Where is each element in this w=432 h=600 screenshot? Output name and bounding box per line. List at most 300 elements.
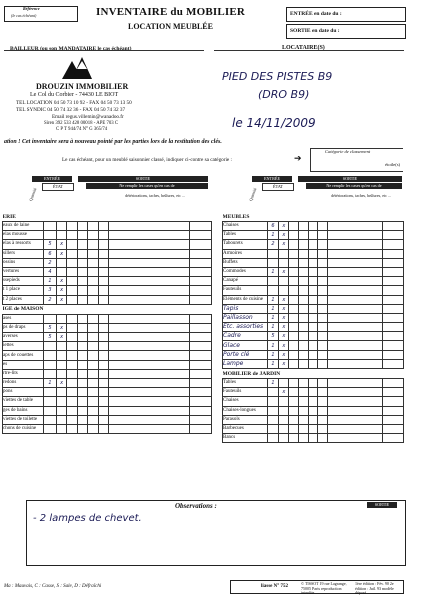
check-cell[interactable] (88, 342, 98, 351)
check-cell[interactable] (308, 332, 318, 341)
etat-cell[interactable]: x (56, 240, 66, 249)
check-cell[interactable] (88, 397, 98, 406)
etat-cell[interactable] (56, 397, 66, 406)
quantity-cell[interactable] (267, 249, 279, 258)
check-cell[interactable] (189, 231, 211, 240)
check-cell[interactable] (189, 342, 211, 351)
check-cell[interactable] (383, 341, 404, 350)
check-cell[interactable] (289, 295, 299, 304)
check-cell[interactable] (383, 415, 404, 424)
check-cell[interactable] (109, 240, 189, 249)
check-cell[interactable] (289, 434, 299, 443)
check-cell[interactable] (98, 222, 108, 231)
quantity-cell[interactable]: 1 (267, 295, 279, 304)
quantity-cell[interactable]: 1 (267, 304, 279, 313)
check-cell[interactable] (189, 222, 211, 231)
check-cell[interactable] (109, 286, 189, 295)
check-cell[interactable] (67, 323, 77, 332)
quantity-cell[interactable] (267, 397, 279, 406)
etat-cell[interactable] (279, 277, 289, 286)
check-cell[interactable] (77, 258, 87, 267)
check-cell[interactable] (318, 424, 328, 433)
check-cell[interactable] (88, 360, 98, 369)
check-cell[interactable] (77, 342, 87, 351)
check-cell[interactable] (88, 286, 98, 295)
check-cell[interactable] (189, 406, 211, 415)
check-cell[interactable] (298, 379, 308, 388)
etat-cell[interactable] (56, 360, 66, 369)
check-cell[interactable] (383, 332, 404, 341)
etat-cell[interactable] (56, 222, 66, 231)
check-cell[interactable] (98, 369, 108, 378)
check-cell[interactable] (383, 240, 404, 249)
classement-box[interactable] (310, 148, 403, 172)
check-cell[interactable] (67, 369, 77, 378)
check-cell[interactable] (318, 240, 328, 249)
check-cell[interactable] (109, 360, 189, 369)
check-cell[interactable] (189, 397, 211, 406)
check-cell[interactable] (318, 249, 328, 258)
check-cell[interactable] (77, 222, 87, 231)
check-cell[interactable] (298, 295, 308, 304)
check-cell[interactable] (289, 240, 299, 249)
check-cell[interactable] (308, 388, 318, 397)
quantity-cell[interactable]: 1 (267, 323, 279, 332)
etat-cell[interactable]: x (279, 323, 289, 332)
check-cell[interactable] (98, 379, 108, 388)
etat-cell[interactable]: x (56, 323, 66, 332)
quantity-cell[interactable] (44, 351, 57, 360)
check-cell[interactable] (189, 388, 211, 397)
check-cell[interactable] (318, 231, 328, 240)
check-cell[interactable] (77, 388, 87, 397)
etat-cell[interactable] (279, 397, 289, 406)
etat-cell[interactable] (56, 415, 66, 424)
check-cell[interactable] (189, 258, 211, 267)
etat-cell[interactable]: x (279, 295, 289, 304)
check-cell[interactable] (189, 424, 211, 433)
quantity-cell[interactable]: 4 (44, 267, 57, 276)
quantity-cell[interactable] (44, 388, 57, 397)
etat-cell[interactable] (56, 388, 66, 397)
check-cell[interactable] (318, 222, 328, 231)
quantity-cell[interactable]: 5 (44, 323, 57, 332)
check-cell[interactable] (77, 314, 87, 323)
check-cell[interactable] (109, 231, 189, 240)
etat-cell[interactable] (279, 286, 289, 295)
check-cell[interactable] (308, 231, 318, 240)
etat-cell[interactable] (56, 369, 66, 378)
check-cell[interactable] (98, 351, 108, 360)
check-cell[interactable] (289, 304, 299, 313)
check-cell[interactable] (328, 323, 383, 332)
etat-cell[interactable] (279, 379, 289, 388)
check-cell[interactable] (98, 360, 108, 369)
check-cell[interactable] (298, 323, 308, 332)
check-cell[interactable] (308, 295, 318, 304)
quantity-cell[interactable]: 1 (267, 359, 279, 368)
check-cell[interactable] (67, 415, 77, 424)
quantity-cell[interactable] (267, 406, 279, 415)
quantity-cell[interactable]: 5 (44, 240, 57, 249)
check-cell[interactable] (298, 388, 308, 397)
check-cell[interactable] (383, 222, 404, 231)
check-cell[interactable] (67, 397, 77, 406)
check-cell[interactable] (298, 415, 308, 424)
check-cell[interactable] (189, 415, 211, 424)
check-cell[interactable] (298, 313, 308, 322)
check-cell[interactable] (383, 424, 404, 433)
check-cell[interactable] (383, 397, 404, 406)
check-cell[interactable] (383, 359, 404, 368)
check-cell[interactable] (98, 267, 108, 276)
check-cell[interactable] (298, 240, 308, 249)
check-cell[interactable] (189, 295, 211, 304)
check-cell[interactable] (383, 406, 404, 415)
check-cell[interactable] (67, 424, 77, 433)
check-cell[interactable] (308, 313, 318, 322)
check-cell[interactable] (109, 406, 189, 415)
etat-cell[interactable] (56, 424, 66, 433)
check-cell[interactable] (289, 313, 299, 322)
check-cell[interactable] (308, 267, 318, 276)
check-cell[interactable] (88, 333, 98, 342)
check-cell[interactable] (318, 341, 328, 350)
quantity-cell[interactable]: 1 (267, 341, 279, 350)
check-cell[interactable] (328, 277, 383, 286)
check-cell[interactable] (383, 323, 404, 332)
quantity-cell[interactable]: 1 (267, 231, 279, 240)
quantity-cell[interactable]: 6 (267, 222, 279, 231)
check-cell[interactable] (298, 231, 308, 240)
check-cell[interactable] (88, 240, 98, 249)
etat-cell[interactable]: x (279, 240, 289, 249)
check-cell[interactable] (318, 323, 328, 332)
check-cell[interactable] (298, 350, 308, 359)
quantity-cell[interactable]: 2 (44, 258, 57, 267)
check-cell[interactable] (77, 424, 87, 433)
quantity-cell[interactable]: 1 (44, 277, 57, 286)
check-cell[interactable] (298, 277, 308, 286)
etat-cell[interactable]: x (56, 277, 66, 286)
check-cell[interactable] (289, 388, 299, 397)
check-cell[interactable] (109, 295, 189, 304)
check-cell[interactable] (109, 333, 189, 342)
check-cell[interactable] (98, 258, 108, 267)
check-cell[interactable] (109, 258, 189, 267)
check-cell[interactable] (189, 240, 211, 249)
etat-cell[interactable]: x (279, 231, 289, 240)
check-cell[interactable] (98, 277, 108, 286)
check-cell[interactable] (67, 258, 77, 267)
check-cell[interactable] (298, 397, 308, 406)
etat-cell[interactable]: x (56, 333, 66, 342)
check-cell[interactable] (98, 295, 108, 304)
check-cell[interactable] (77, 323, 87, 332)
check-cell[interactable] (318, 434, 328, 443)
check-cell[interactable] (318, 304, 328, 313)
check-cell[interactable] (98, 314, 108, 323)
check-cell[interactable] (189, 323, 211, 332)
etat-cell[interactable] (56, 342, 66, 351)
check-cell[interactable] (189, 369, 211, 378)
check-cell[interactable] (328, 313, 383, 322)
check-cell[interactable] (298, 359, 308, 368)
check-cell[interactable] (88, 249, 98, 258)
check-cell[interactable] (98, 323, 108, 332)
check-cell[interactable] (77, 397, 87, 406)
check-cell[interactable] (109, 277, 189, 286)
check-cell[interactable] (308, 397, 318, 406)
check-cell[interactable] (328, 222, 383, 231)
check-cell[interactable] (67, 406, 77, 415)
check-cell[interactable] (308, 286, 318, 295)
check-cell[interactable] (98, 240, 108, 249)
quantity-cell[interactable] (267, 286, 279, 295)
check-cell[interactable] (67, 231, 77, 240)
quantity-cell[interactable]: 6 (44, 249, 57, 258)
quantity-cell[interactable] (267, 415, 279, 424)
quantity-cell[interactable] (267, 388, 279, 397)
check-cell[interactable] (109, 323, 189, 332)
quantity-cell[interactable] (44, 415, 57, 424)
check-cell[interactable] (328, 341, 383, 350)
check-cell[interactable] (67, 286, 77, 295)
check-cell[interactable] (98, 397, 108, 406)
check-cell[interactable] (383, 286, 404, 295)
check-cell[interactable] (289, 277, 299, 286)
check-cell[interactable] (318, 277, 328, 286)
check-cell[interactable] (67, 314, 77, 323)
check-cell[interactable] (328, 231, 383, 240)
check-cell[interactable] (67, 267, 77, 276)
etat-cell[interactable] (279, 434, 289, 443)
check-cell[interactable] (109, 424, 189, 433)
quantity-cell[interactable]: 5 (267, 332, 279, 341)
check-cell[interactable] (77, 267, 87, 276)
check-cell[interactable] (383, 277, 404, 286)
quantity-cell[interactable]: 2 (267, 240, 279, 249)
check-cell[interactable] (189, 360, 211, 369)
check-cell[interactable] (98, 333, 108, 342)
check-cell[interactable] (189, 314, 211, 323)
check-cell[interactable] (308, 415, 318, 424)
check-cell[interactable] (98, 342, 108, 351)
check-cell[interactable] (77, 360, 87, 369)
check-cell[interactable] (289, 231, 299, 240)
check-cell[interactable] (328, 415, 383, 424)
check-cell[interactable] (67, 342, 77, 351)
check-cell[interactable] (308, 359, 318, 368)
etat-cell[interactable] (279, 415, 289, 424)
check-cell[interactable] (109, 222, 189, 231)
etat-cell[interactable] (279, 424, 289, 433)
check-cell[interactable] (328, 249, 383, 258)
check-cell[interactable] (289, 267, 299, 276)
check-cell[interactable] (189, 286, 211, 295)
check-cell[interactable] (88, 415, 98, 424)
quantity-cell[interactable] (267, 277, 279, 286)
etat-cell[interactable]: x (279, 359, 289, 368)
check-cell[interactable] (308, 258, 318, 267)
check-cell[interactable] (77, 240, 87, 249)
check-cell[interactable] (88, 406, 98, 415)
check-cell[interactable] (98, 249, 108, 258)
check-cell[interactable] (77, 415, 87, 424)
quantity-cell[interactable] (267, 434, 279, 443)
check-cell[interactable] (88, 258, 98, 267)
check-cell[interactable] (318, 258, 328, 267)
check-cell[interactable] (289, 359, 299, 368)
check-cell[interactable] (77, 379, 87, 388)
check-cell[interactable] (308, 304, 318, 313)
check-cell[interactable] (298, 424, 308, 433)
check-cell[interactable] (383, 379, 404, 388)
etat-cell[interactable]: x (279, 350, 289, 359)
check-cell[interactable] (109, 379, 189, 388)
check-cell[interactable] (289, 406, 299, 415)
check-cell[interactable] (109, 314, 189, 323)
check-cell[interactable] (308, 341, 318, 350)
check-cell[interactable] (318, 388, 328, 397)
quantity-cell[interactable]: 1 (44, 379, 57, 388)
check-cell[interactable] (383, 313, 404, 322)
check-cell[interactable] (383, 231, 404, 240)
quantity-cell[interactable] (44, 342, 57, 351)
check-cell[interactable] (88, 314, 98, 323)
check-cell[interactable] (318, 267, 328, 276)
etat-cell[interactable]: x (56, 249, 66, 258)
entree-date-box[interactable] (286, 7, 406, 22)
check-cell[interactable] (109, 249, 189, 258)
check-cell[interactable] (98, 286, 108, 295)
check-cell[interactable] (77, 286, 87, 295)
check-cell[interactable] (189, 351, 211, 360)
etat-cell[interactable] (56, 258, 66, 267)
check-cell[interactable] (328, 424, 383, 433)
check-cell[interactable] (383, 258, 404, 267)
check-cell[interactable] (98, 424, 108, 433)
check-cell[interactable] (189, 379, 211, 388)
check-cell[interactable] (189, 277, 211, 286)
check-cell[interactable] (318, 295, 328, 304)
check-cell[interactable] (308, 350, 318, 359)
check-cell[interactable] (289, 341, 299, 350)
check-cell[interactable] (328, 379, 383, 388)
etat-cell[interactable]: x (279, 388, 289, 397)
check-cell[interactable] (77, 277, 87, 286)
quantity-cell[interactable] (44, 406, 57, 415)
check-cell[interactable] (308, 406, 318, 415)
check-cell[interactable] (109, 369, 189, 378)
check-cell[interactable] (77, 231, 87, 240)
quantity-cell[interactable] (44, 424, 57, 433)
check-cell[interactable] (98, 406, 108, 415)
check-cell[interactable] (298, 332, 308, 341)
check-cell[interactable] (298, 434, 308, 443)
check-cell[interactable] (67, 240, 77, 249)
check-cell[interactable] (98, 231, 108, 240)
check-cell[interactable] (318, 379, 328, 388)
check-cell[interactable] (328, 240, 383, 249)
check-cell[interactable] (328, 406, 383, 415)
quantity-cell[interactable]: 3 (44, 286, 57, 295)
check-cell[interactable] (328, 258, 383, 267)
etat-cell[interactable]: x (279, 313, 289, 322)
check-cell[interactable] (109, 415, 189, 424)
check-cell[interactable] (67, 295, 77, 304)
check-cell[interactable] (67, 388, 77, 397)
check-cell[interactable] (77, 249, 87, 258)
etat-cell[interactable]: x (56, 295, 66, 304)
etat-cell[interactable] (56, 406, 66, 415)
check-cell[interactable] (328, 295, 383, 304)
etat-cell[interactable]: x (279, 222, 289, 231)
etat-cell[interactable]: x (279, 341, 289, 350)
etat-cell[interactable] (56, 351, 66, 360)
etat-cell[interactable]: x (56, 379, 66, 388)
check-cell[interactable] (298, 286, 308, 295)
quantity-cell[interactable] (44, 231, 57, 240)
etat-cell[interactable]: x (279, 267, 289, 276)
check-cell[interactable] (67, 249, 77, 258)
etat-cell[interactable] (279, 258, 289, 267)
check-cell[interactable] (88, 267, 98, 276)
check-cell[interactable] (318, 406, 328, 415)
quantity-cell[interactable] (44, 397, 57, 406)
quantity-cell[interactable] (44, 314, 57, 323)
quantity-cell[interactable]: 1 (267, 267, 279, 276)
quantity-cell[interactable] (267, 258, 279, 267)
check-cell[interactable] (289, 222, 299, 231)
check-cell[interactable] (318, 313, 328, 322)
check-cell[interactable] (189, 333, 211, 342)
check-cell[interactable] (318, 332, 328, 341)
check-cell[interactable] (298, 406, 308, 415)
check-cell[interactable] (298, 304, 308, 313)
check-cell[interactable] (328, 359, 383, 368)
check-cell[interactable] (289, 415, 299, 424)
check-cell[interactable] (98, 415, 108, 424)
check-cell[interactable] (189, 267, 211, 276)
check-cell[interactable] (77, 333, 87, 342)
etat-cell[interactable] (279, 406, 289, 415)
check-cell[interactable] (289, 332, 299, 341)
observations-box[interactable] (26, 500, 406, 566)
check-cell[interactable] (88, 231, 98, 240)
check-cell[interactable] (289, 350, 299, 359)
quantity-cell[interactable]: 5 (44, 333, 57, 342)
quantity-cell[interactable] (44, 369, 57, 378)
check-cell[interactable] (109, 388, 189, 397)
check-cell[interactable] (98, 388, 108, 397)
check-cell[interactable] (328, 286, 383, 295)
check-cell[interactable] (109, 342, 189, 351)
check-cell[interactable] (77, 351, 87, 360)
check-cell[interactable] (298, 249, 308, 258)
check-cell[interactable] (298, 341, 308, 350)
check-cell[interactable] (67, 333, 77, 342)
check-cell[interactable] (77, 406, 87, 415)
check-cell[interactable] (289, 424, 299, 433)
check-cell[interactable] (189, 249, 211, 258)
quantity-cell[interactable]: 1 (267, 350, 279, 359)
quantity-cell[interactable]: 2 (44, 295, 57, 304)
check-cell[interactable] (88, 295, 98, 304)
quantity-cell[interactable] (44, 360, 57, 369)
check-cell[interactable] (383, 249, 404, 258)
sortie-date-box[interactable] (286, 24, 406, 39)
